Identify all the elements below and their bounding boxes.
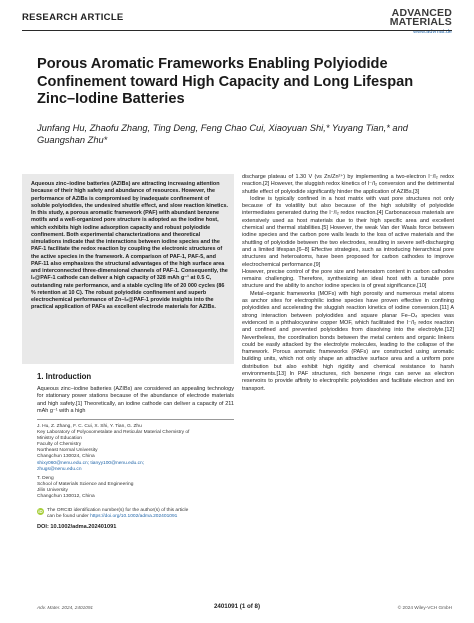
author-list: Junfang Hu, Zhaofu Zhang, Ting Deng, Feng Chao Cui, Xiaoyuan Shi,* Yuyang Tian,* and Guangshan Zhu*	[37, 123, 408, 146]
footer-journal: Adv. Mater. 2024, 2401091	[37, 605, 94, 610]
affiliation-line: Jilin University	[37, 487, 68, 493]
article-doi: DOI: 10.1002/adma.202401091	[37, 524, 117, 530]
right-column	[242, 174, 454, 393]
journal-url-link[interactable]: www.advmat.de	[413, 29, 452, 35]
affiliation-names-2: T. Deng	[37, 475, 54, 481]
section-label: RESEARCH ARTICLE	[22, 12, 124, 23]
intro-paragraph-1: Aqueous zinc–iodine batteries (AZIBs) are considered an appealing technology for stationary power stations because of the abundance of electrode materials and high safety.[1] Theoretically, an iodine cathode can deliver a capacity of 211 mAh g⁻¹ with a high	[37, 386, 234, 414]
right-paragraph-3: However, precise control of the pore size and heteroatom content in carbon cathodes remains challenging. Therefore, synthesizing an ideal host with a tunable pore structure and the ability to anchor iodine species is of great significance.[10]	[242, 268, 454, 290]
affiliation-names-1: J. Hu, Z. Zhang, F. C. Cui, X. Shi, Y. Tian, G. Zhu	[37, 424, 142, 429]
abstract-text: Aqueous zinc–iodine batteries (AZIBs) are attracting increasing attention because of their high safety and abundance of resources. However, the performance of AZIBs is compromised by inadequate confinement of soluble polyiodides, the undesired shuttle effect, and slow reaction kinetics. In this study, a porous aromatic framework (PAF) with abundant benzene motifs and a well-organized pore structure is adopted as the iodine host, which exhibits high iodine adsorption capacity and robust polyiodide confinement. Both experimental characterizations and theoretical simulations indicate that the interactions between iodine species and the PAF-1 facilitate the redox reaction by coupling the electronic structures of the active species in the framework. A comparison of PAF-1, PAF-5, and PAF-11 also emphasizes the structural advantages of the high surface area and interconnected three-dimensional channels of PAF-1. Consequently, the I₂@PAF-1 cathode can deliver a high capacity of 328 mAh g⁻¹ at 0.5 C, outstanding rate performance, and a stable cycling life of 20 000 cycles (86 % retention at 10 C). The robust polyiodide confinement and superb electrochemical performance of Zn–I₂@PAF-1 provide insights into the practical application of PAFs as excellent electrode materials for AZIBs.	[31, 181, 228, 311]
orcid-doi-link[interactable]: https://doi.org/10.1002/adma.202401091	[90, 514, 178, 520]
logo-line-2: MATERIALS	[389, 16, 452, 28]
right-paragraph-2: Iodine is typically confined in a host matrix with vast pore structures not only because of its volatility but also because of the high solubility of polyiodide intermediates generated during the I⁻/I₂ redox reaction.[4] Carbonaceous materials are extensively used as host materials due to their high specific area and excellent chemical and thermal stabilities.[5] However, the weak Van der Waals force between iodine species and the carbon pore walls leads to the loss of active materials and the shuttling of polyiodide between the two electrodes, resulting in severe self-discharging and a limited lifespan.[6–8] Effective strategies, such as introducing hierarchical pore structures and heteroatoms, have been proposed for carbon cathodes to improve electrochemical performance.[9]	[242, 195, 454, 268]
orcid-note	[37, 508, 234, 520]
copyright: © 2024 Wiley-VCH GmbH	[397, 605, 452, 610]
right-paragraph-1: discharge plateau of 1.30 V (vs Zn/Zn²⁺) by implementing a two-electron I⁻/I₂ redox reaction.[2] However, the sluggish redox kinetics of I⁻/I₂ conversion and the detrimental shuttle effect of polyiodide significantly hinder the application of AZIBs.[3]	[242, 174, 454, 195]
affiliation-line: Faculty of Chemistry	[37, 442, 82, 448]
email-links[interactable]: shixy060@nenu.edu.cn; tianyy100@nenu.edu.cn;	[37, 460, 145, 466]
article-title: Porous Aromatic Frameworks Enabling Polyiodide Confinement toward High Capacity and Long Lifespan Zinc–Iodine Batteries	[37, 56, 414, 107]
affiliations	[37, 424, 234, 500]
affiliation-line: Ministry of Education	[37, 436, 82, 442]
affiliation-line: Changchun 130012, China	[37, 494, 95, 500]
affiliation-line: Key Laboratory of Polyoxometalate and Reticular Material Chemistry of	[37, 430, 190, 436]
logo-line-1: ADVANCED	[391, 7, 452, 19]
affiliation-line: Northeast Normal University	[37, 448, 98, 454]
orcid-text-a: The ORCID identification number(s) for the author(s) of this article	[47, 508, 189, 513]
orcid-icon: iD	[38, 509, 43, 514]
right-paragraph-4: Metal–organic frameworks (MOFs) with high porosity and numerous metal atoms as anchor sites for electrophilic iodine species have proven effective in confining polyiodides and accelerating the sluggish reaction kinetics of iodine conversion.[11] A strong interaction between polyiodides and square planar Fe–O₄ species was evidenced in a phthalocyanine copper MOF, which facilitated the I⁻/I₂ redox reaction and confined and prevented polyiodides from dissolving into the electrolyte.[12] Nevertheless, the coordination bonds between the metal centers and organic linkers could be easily attacked by the electrolyte molecules, leading to the collapse of the framework. Porous aromatic frameworks (PAFs) are constructed using aromatic building units, which not only shape an attractive surface area and a uniform pore distribution but also exhibit high rigidity and chemical resistance to harsh environments.[13] In PAF structures, rich benzene rings can serve as electron reservoirs to provide affinity to electrophilic polyiodides and facilitate electron and ion transport.	[242, 290, 454, 392]
affiliation-line: School of Materials Science and Engineering	[37, 481, 134, 487]
header-divider	[22, 30, 452, 31]
footnote-divider	[37, 419, 234, 420]
section-heading-introduction: 1. Introduction	[37, 372, 92, 381]
journal-logo[interactable]	[390, 9, 452, 35]
page-number: 2401091 (1 of 8)	[213, 603, 261, 610]
orcid-text-b: can be found under	[47, 514, 91, 520]
left-column	[37, 386, 234, 415]
email-link[interactable]: zhugs@nenu.edu.cn	[37, 466, 82, 472]
affiliation-line: Changchun 130024, China	[37, 454, 95, 460]
abstract-box	[22, 174, 234, 364]
